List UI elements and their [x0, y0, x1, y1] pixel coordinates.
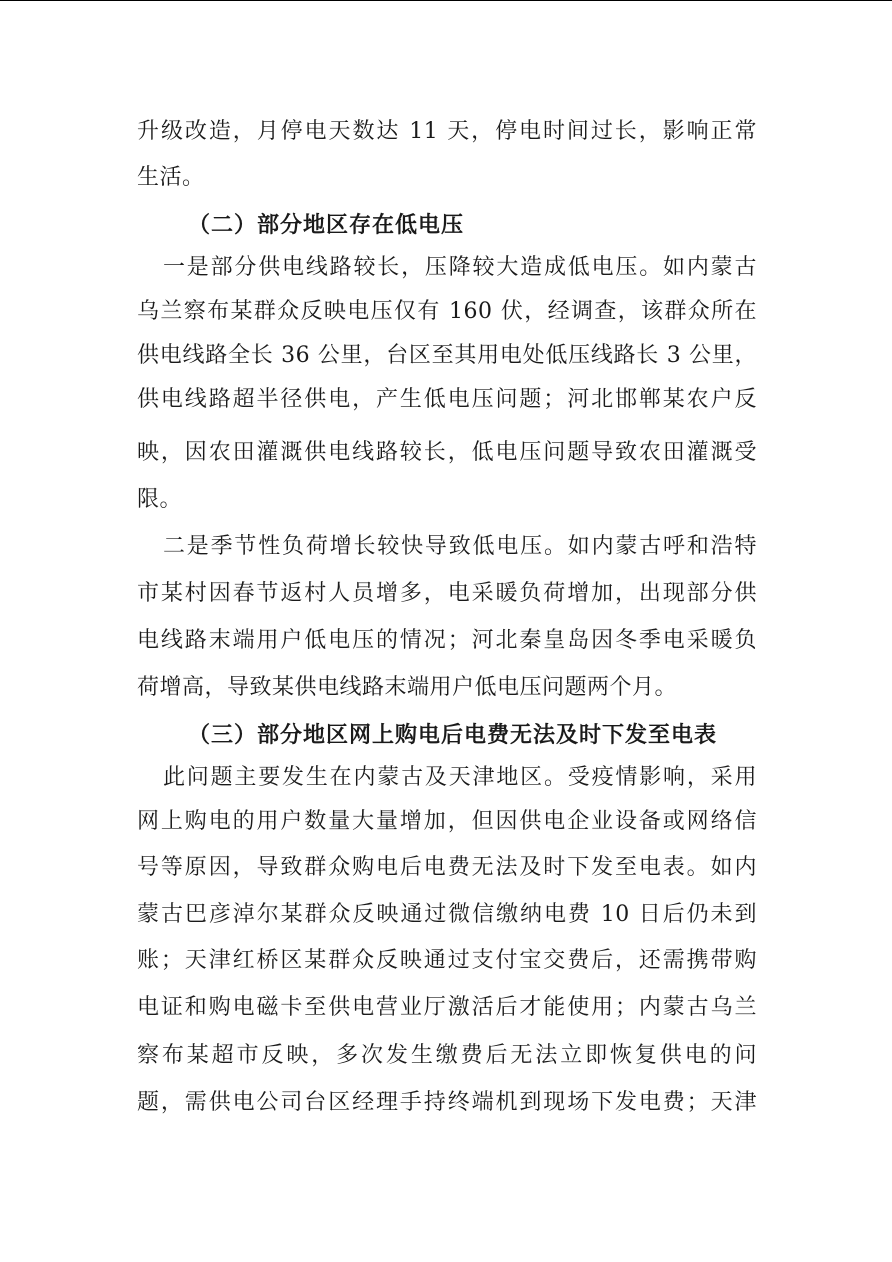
paragraph-line: 二是季节性负荷增长较快导致低电压。如内蒙古呼和浩特: [163, 534, 757, 559]
paragraph-line: 升级改造，月停电天数达 11 天，停电时间过长，影响正常: [137, 119, 757, 144]
page-top-border: [0, 0, 892, 1]
paragraph-line: 电证和购电磁卡至供电营业厅激活后才能使用；内蒙古乌兰: [137, 995, 757, 1020]
paragraph-line: 题，需供电公司台区经理手持终端机到现场下发电费；天津: [137, 1090, 757, 1115]
paragraph-line: 一是部分供电线路较长，压降较大造成低电压。如内蒙古: [163, 255, 757, 280]
paragraph-line: 限。: [137, 487, 183, 512]
paragraph-line: 市某村因春节返村人员增多，电采暖负荷增加，出现部分供: [137, 581, 757, 606]
paragraph-line: 生活。: [137, 165, 205, 190]
paragraph-line: 账；天津红桥区某群众反映通过支付宝交费后，还需携带购: [137, 948, 757, 973]
section-heading: （二）部分地区存在低电压: [188, 213, 465, 238]
paragraph-line: 此问题主要发生在内蒙古及天津地区。受疫情影响，采用: [163, 765, 757, 790]
paragraph-line: 映，因农田灌溉供电线路较长，低电压问题导致农田灌溉受: [137, 440, 757, 465]
paragraph-line: 供电线路超半径供电，产生低电压问题；河北邯郸某农户反: [137, 387, 757, 412]
paragraph-line: 荷增高，导致某供电线路末端用户低电压问题两个月。: [137, 675, 678, 700]
paragraph-line: 电线路末端用户低电压的情况；河北秦皇岛因冬季电采暖负: [137, 628, 757, 653]
paragraph-line: 察布某超市反映，多次发生缴费后无法立即恢复供电的问: [137, 1043, 757, 1068]
paragraph-line: 号等原因，导致群众购电后电费无法及时下发至电表。如内: [137, 855, 757, 880]
paragraph-line: 蒙古巴彦淖尔某群众反映通过微信缴纳电费 10 日后仍未到: [137, 902, 757, 927]
paragraph-line: 乌兰察布某群众反映电压仅有 160 伏，经调查，该群众所在: [137, 299, 757, 324]
paragraph-line: 供电线路全长 36 公里，台区至其用电处低压线路长 3 公里，: [137, 343, 757, 368]
paragraph-line: 网上购电的用户数量大量增加，但因供电企业设备或网络信: [137, 809, 757, 834]
section-heading: （三）部分地区网上购电后电费无法及时下发至电表: [188, 723, 718, 748]
